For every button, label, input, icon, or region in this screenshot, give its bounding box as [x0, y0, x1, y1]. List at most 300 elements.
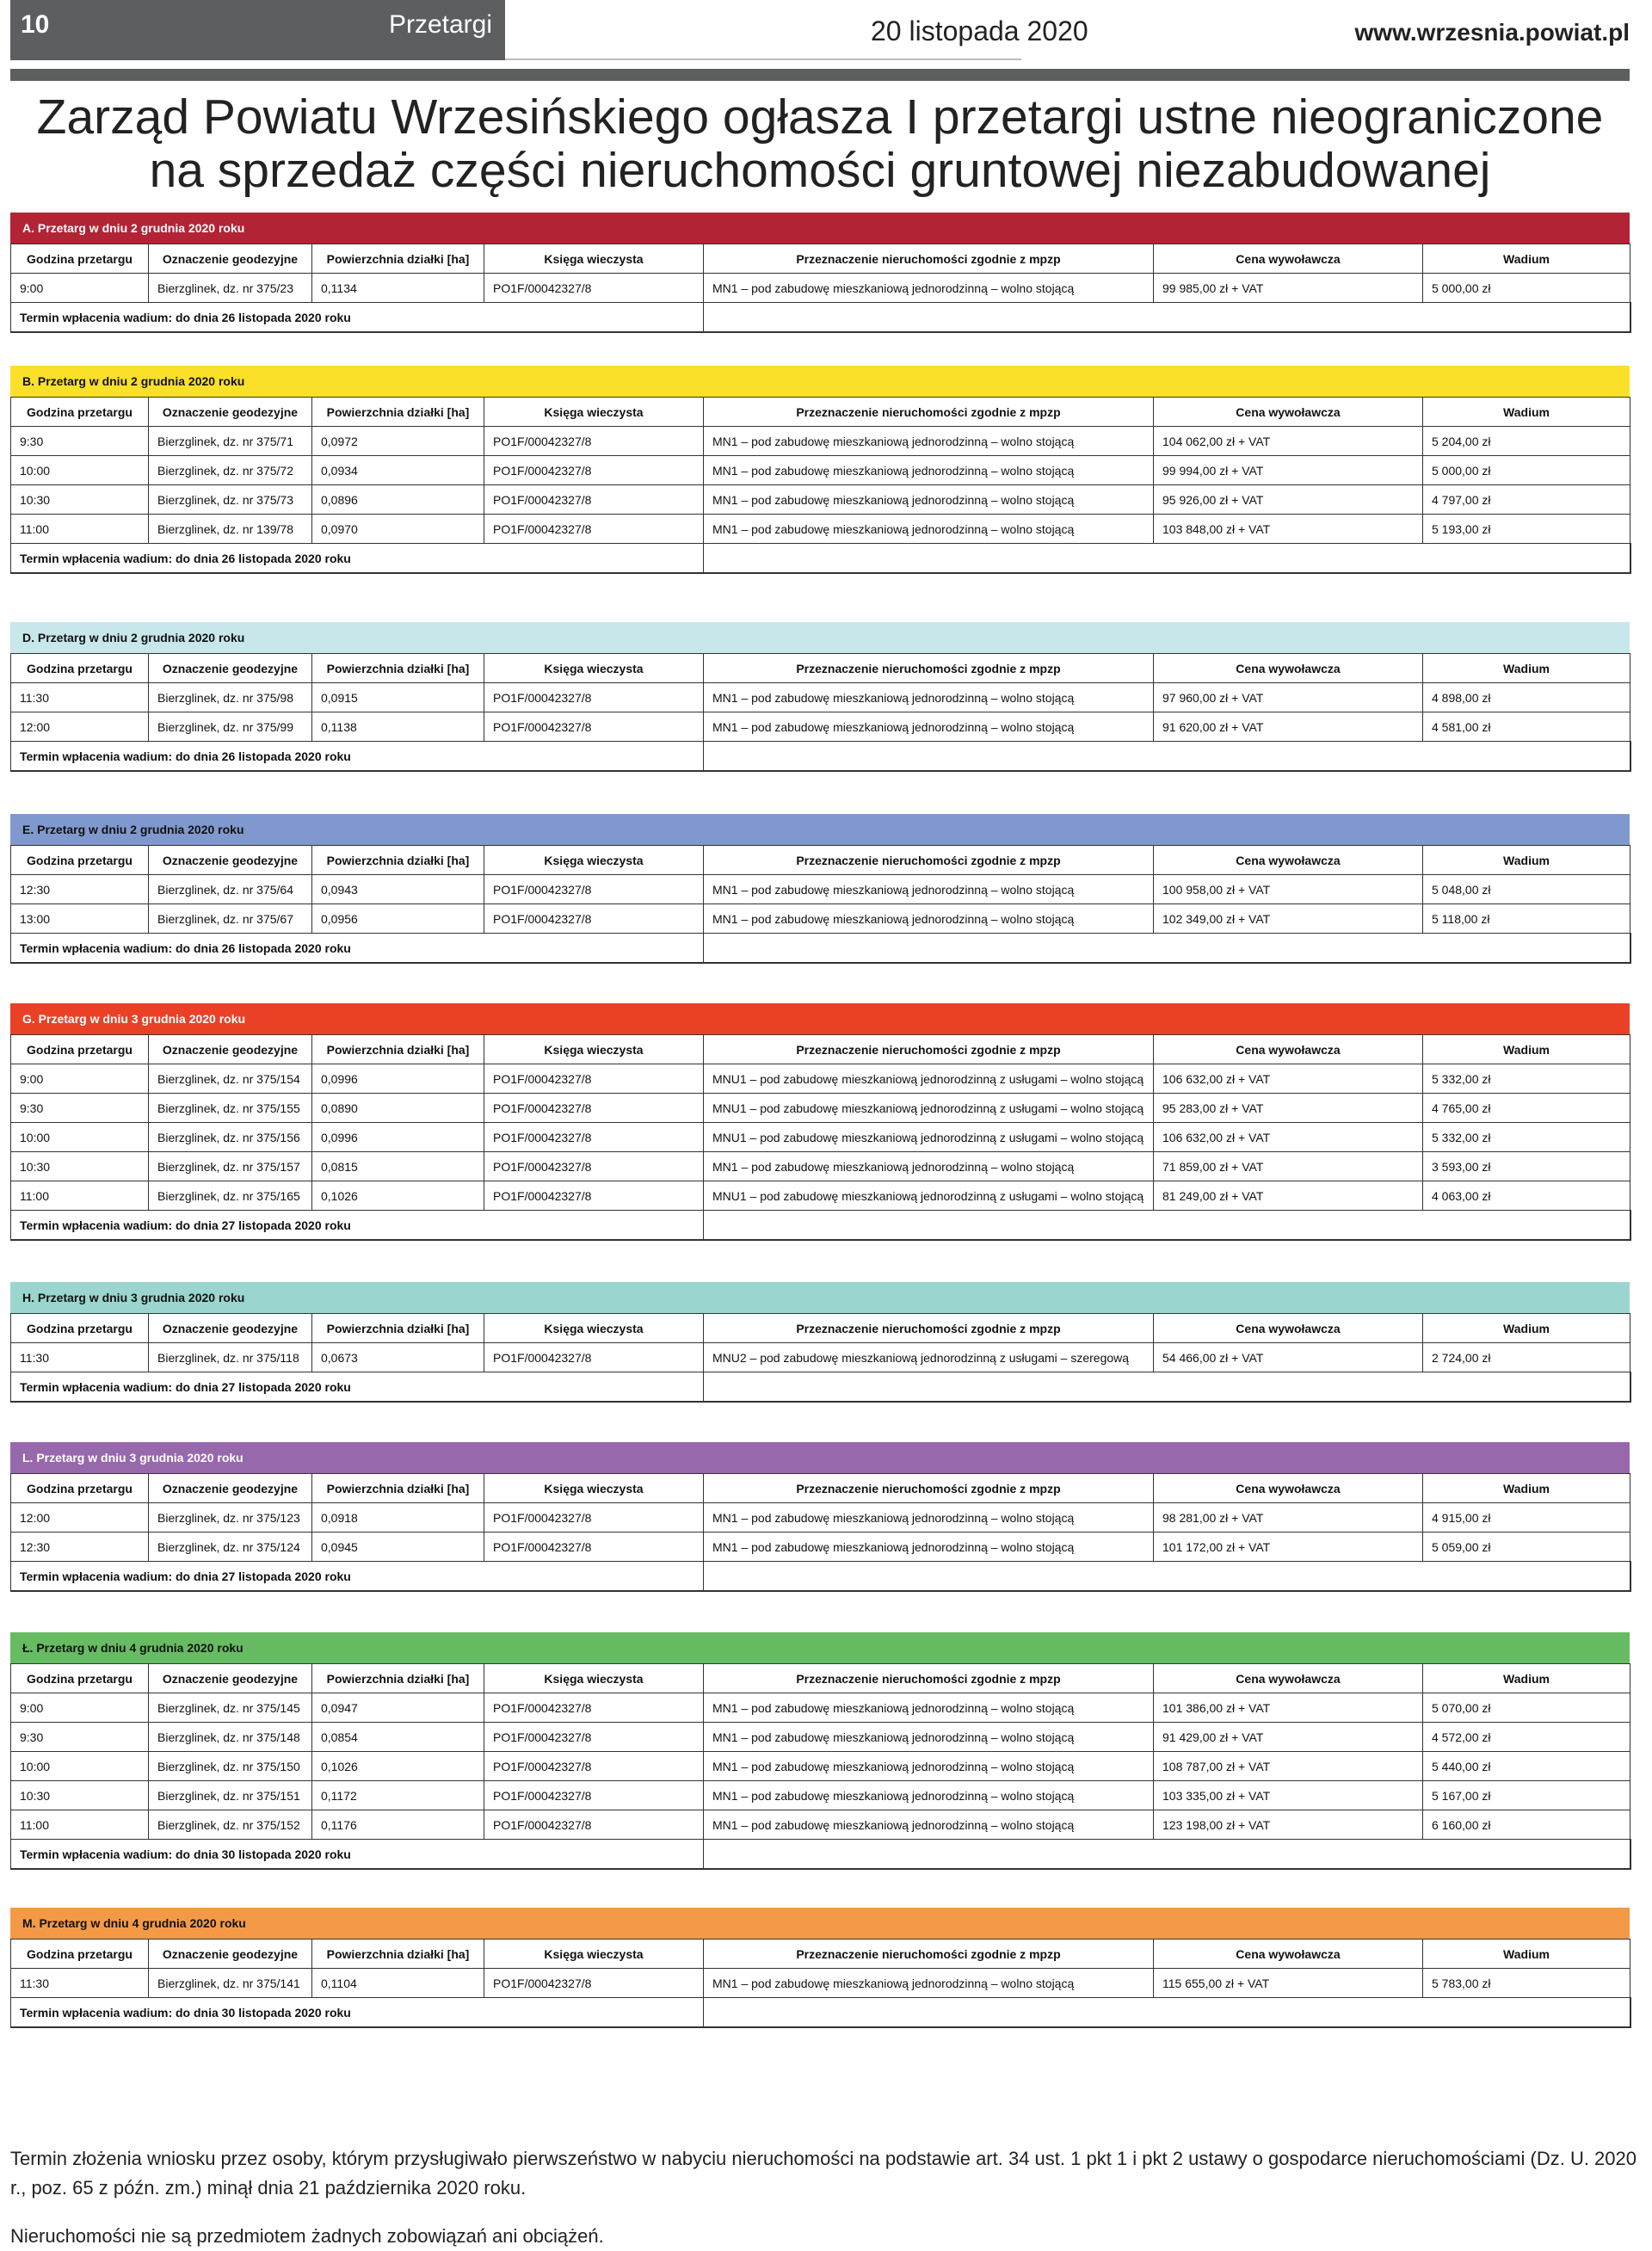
table-cell: MN1 – pod zabudowę mieszkaniową jednorodzinną – wolno stojącą: [704, 1152, 1154, 1181]
table-cell: MN1 – pod zabudowę mieszkaniową jednorodzinną – wolno stojącą: [704, 1503, 1154, 1533]
deposit-deadline: Termin wpłacenia wadium: do dnia 26 listopada 2020 roku: [11, 544, 704, 574]
column-header: Powierzchnia działki [ha]: [312, 1664, 484, 1693]
table-cell: 5 783,00 zł: [1423, 1969, 1630, 1998]
column-header: Oznaczenie geodezyjne: [149, 1664, 312, 1693]
table-cell: 0,1134: [312, 274, 484, 303]
table-row: [11, 1723, 1630, 1752]
table-row: [11, 485, 1630, 515]
table-cell: 10:00: [11, 1752, 149, 1781]
column-header: Oznaczenie geodezyjne: [149, 846, 312, 875]
empty-cell: [704, 544, 1630, 574]
column-header: Księga wieczysta: [484, 1314, 704, 1343]
table-cell: 12:00: [11, 1503, 149, 1533]
column-header: Wadium: [1423, 654, 1630, 683]
table-row: [11, 712, 1630, 742]
table-cell: PO1F/00042327/8: [484, 904, 704, 934]
empty-cell: [704, 934, 1630, 964]
table-cell: 99 994,00 zł + VAT: [1154, 456, 1423, 485]
auction-heading: D. Przetarg w dniu 2 grudnia 2020 roku: [10, 622, 1630, 653]
table-cell: 5 000,00 zł: [1423, 274, 1630, 303]
column-header: Cena wywoławcza: [1154, 654, 1423, 683]
empty-cell: [704, 1840, 1630, 1870]
empty-cell: [704, 1998, 1630, 2028]
table-cell: PO1F/00042327/8: [484, 427, 704, 456]
table-cell: PO1F/00042327/8: [484, 1152, 704, 1181]
table-cell: MN1 – pod zabudowę mieszkaniową jednorodzinną – wolno stojącą: [704, 274, 1154, 303]
table-cell: 71 859,00 zł + VAT: [1154, 1152, 1423, 1181]
column-header: Księga wieczysta: [484, 244, 704, 274]
table-cell: 4 063,00 zł: [1423, 1181, 1630, 1211]
column-header: Powierzchnia działki [ha]: [312, 1035, 484, 1064]
auction-tables: [10, 213, 1630, 2028]
column-header: Godzina przetargu: [11, 398, 149, 427]
table-header-row: [11, 846, 1630, 875]
column-header: Oznaczenie geodezyjne: [149, 654, 312, 683]
table-cell: 0,0918: [312, 1503, 484, 1533]
column-header: Wadium: [1423, 1474, 1630, 1503]
page-header: [10, 0, 1630, 60]
column-header: Wadium: [1423, 398, 1630, 427]
column-header: Przeznaczenie nieruchomości zgodnie z mpzp: [704, 654, 1154, 683]
table-cell: Bierzglinek, dz. nr 375/64: [149, 875, 312, 904]
column-header: Powierzchnia działki [ha]: [312, 244, 484, 274]
table-cell: 9:00: [11, 274, 149, 303]
table-cell: 11:00: [11, 1810, 149, 1840]
table-row: [11, 1181, 1630, 1211]
auction-section: [10, 1908, 1630, 2028]
table-cell: MN1 – pod zabudowę mieszkaniową jednorodzinną – wolno stojącą: [704, 515, 1154, 544]
table-cell: 10:00: [11, 456, 149, 485]
auction-table: [10, 1939, 1631, 2028]
auction-heading: E. Przetarg w dniu 2 grudnia 2020 roku: [10, 814, 1630, 845]
column-header: Cena wywoławcza: [1154, 846, 1423, 875]
auction-section: [10, 213, 1630, 333]
table-cell: 0,0896: [312, 485, 484, 515]
table-cell: 0,0943: [312, 875, 484, 904]
table-cell: Bierzglinek, dz. nr 375/157: [149, 1152, 312, 1181]
deposit-deadline: Termin wpłacenia wadium: do dnia 27 listopada 2020 roku: [11, 1211, 704, 1241]
table-cell: PO1F/00042327/8: [484, 1969, 704, 1998]
table-cell: MN1 – pod zabudowę mieszkaniową jednorodzinną – wolno stojącą: [704, 1781, 1154, 1810]
table-cell: Bierzglinek, dz. nr 375/141: [149, 1969, 312, 1998]
table-cell: PO1F/00042327/8: [484, 1123, 704, 1152]
table-cell: MN1 – pod zabudowę mieszkaniową jednorodzinną – wolno stojącą: [704, 904, 1154, 934]
column-header: Księga wieczysta: [484, 1474, 704, 1503]
table-cell: 0,1026: [312, 1181, 484, 1211]
table-row: [11, 1752, 1630, 1781]
table-cell: 123 198,00 zł + VAT: [1154, 1810, 1423, 1840]
table-cell: MN1 – pod zabudowę mieszkaniową jednorodzinną – wolno stojącą: [704, 1533, 1154, 1562]
table-cell: Bierzglinek, dz. nr 375/99: [149, 712, 312, 742]
table-cell: MN1 – pod zabudowę mieszkaniową jednorodzinną – wolno stojącą: [704, 1810, 1154, 1840]
column-header: Księga wieczysta: [484, 398, 704, 427]
table-row: [11, 1810, 1630, 1840]
auction-section: [10, 814, 1630, 964]
table-row: [11, 875, 1630, 904]
table-cell: 99 985,00 zł + VAT: [1154, 274, 1423, 303]
table-cell: 0,0956: [312, 904, 484, 934]
table-cell: Bierzglinek, dz. nr 375/148: [149, 1723, 312, 1752]
table-cell: MN1 – pod zabudowę mieszkaniową jednorodzinną – wolno stojącą: [704, 1723, 1154, 1752]
table-cell: 9:00: [11, 1693, 149, 1723]
table-row: [11, 456, 1630, 485]
table-cell: MN1 – pod zabudowę mieszkaniową jednorodzinną – wolno stojącą: [704, 683, 1154, 712]
table-cell: 104 062,00 zł + VAT: [1154, 427, 1423, 456]
deposit-deadline-row: [11, 1998, 1630, 2028]
column-header: Przeznaczenie nieruchomości zgodnie z mpzp: [704, 846, 1154, 875]
table-cell: 0,0996: [312, 1064, 484, 1094]
column-header: Księga wieczysta: [484, 846, 704, 875]
table-cell: Bierzglinek, dz. nr 375/98: [149, 683, 312, 712]
table-cell: 10:30: [11, 1781, 149, 1810]
auction-section: [10, 1442, 1630, 1592]
column-header: Oznaczenie geodezyjne: [149, 1314, 312, 1343]
table-cell: 54 466,00 zł + VAT: [1154, 1343, 1423, 1372]
table-cell: PO1F/00042327/8: [484, 456, 704, 485]
empty-cell: [704, 1372, 1630, 1403]
table-cell: MN1 – pod zabudowę mieszkaniową jednorodzinną – wolno stojącą: [704, 485, 1154, 515]
table-row: [11, 1533, 1630, 1562]
table-cell: 0,1104: [312, 1969, 484, 1998]
table-cell: MN1 – pod zabudowę mieszkaniową jednorodzinną – wolno stojącą: [704, 1693, 1154, 1723]
column-header: Księga wieczysta: [484, 1035, 704, 1064]
column-header: Cena wywoławcza: [1154, 1940, 1423, 1969]
table-cell: MNU2 – pod zabudowę mieszkaniową jednorodzinną z usługami – szeregową: [704, 1343, 1154, 1372]
table-cell: 11:30: [11, 683, 149, 712]
priority-note: Termin złożenia wniosku przez osoby, którym przysługiwało pierwszeństwo w nabyciu nieruchomości na podstawie art. 34 ust. 1 pkt 1 i pkt 2 ustawy o gospodarce nieruchomościami (Dz. U. 2020 r., poz. 65 z późn. zm.) minął dnia 21 października 2020 roku.: [10, 2148, 1637, 2199]
title-line-1: Zarząd Powiatu Wrzesińskiego ogłasza I przetargi ustne nieograniczone: [36, 89, 1604, 145]
table-cell: Bierzglinek, dz. nr 375/123: [149, 1503, 312, 1533]
table-cell: 4 572,00 zł: [1423, 1723, 1630, 1752]
column-header: Oznaczenie geodezyjne: [149, 1035, 312, 1064]
auction-heading: H. Przetarg w dniu 3 grudnia 2020 roku: [10, 1282, 1630, 1313]
deposit-deadline-row: [11, 934, 1630, 964]
table-cell: PO1F/00042327/8: [484, 1810, 704, 1840]
date-underline: [505, 59, 1021, 60]
table-cell: 4 915,00 zł: [1423, 1503, 1630, 1533]
table-cell: 9:30: [11, 427, 149, 456]
table-cell: 0,1176: [312, 1810, 484, 1840]
column-header: Godzina przetargu: [11, 1940, 149, 1969]
table-header-row: [11, 244, 1630, 274]
table-cell: 97 960,00 zł + VAT: [1154, 683, 1423, 712]
column-header: Powierzchnia działki [ha]: [312, 654, 484, 683]
table-cell: PO1F/00042327/8: [484, 1503, 704, 1533]
table-header-row: [11, 1035, 1630, 1064]
table-cell: 11:30: [11, 1969, 149, 1998]
auction-table: [10, 1663, 1631, 1870]
column-header: Powierzchnia działki [ha]: [312, 1314, 484, 1343]
auction-heading: B. Przetarg w dniu 2 grudnia 2020 roku: [10, 366, 1630, 397]
table-cell: 4 765,00 zł: [1423, 1094, 1630, 1123]
auction-section: [10, 1003, 1630, 1241]
column-header: Wadium: [1423, 244, 1630, 274]
column-header: Powierzchnia działki [ha]: [312, 398, 484, 427]
website-link[interactable]: www.wrzesnia.powiat.pl: [1354, 19, 1630, 46]
column-header: Godzina przetargu: [11, 244, 149, 274]
table-cell: PO1F/00042327/8: [484, 1094, 704, 1123]
table-cell: MNU1 – pod zabudowę mieszkaniową jednorodzinną z usługami – wolno stojącą: [704, 1094, 1154, 1123]
table-cell: MN1 – pod zabudowę mieszkaniową jednorodzinną – wolno stojącą: [704, 712, 1154, 742]
table-cell: 10:30: [11, 485, 149, 515]
column-header: Cena wywoławcza: [1154, 1664, 1423, 1693]
table-cell: 9:30: [11, 1094, 149, 1123]
column-header: Cena wywoławcza: [1154, 244, 1423, 274]
auction-heading: M. Przetarg w dniu 4 grudnia 2020 roku: [10, 1908, 1630, 1939]
auction-table: [10, 244, 1631, 333]
column-header: Przeznaczenie nieruchomości zgodnie z mpzp: [704, 1940, 1154, 1969]
column-header: Godzina przetargu: [11, 1035, 149, 1064]
table-cell: 4 581,00 zł: [1423, 712, 1630, 742]
table-cell: 5 167,00 zł: [1423, 1781, 1630, 1810]
table-cell: Bierzglinek, dz. nr 375/151: [149, 1781, 312, 1810]
column-header: Godzina przetargu: [11, 654, 149, 683]
auction-table: [10, 1313, 1631, 1403]
column-header: Cena wywoławcza: [1154, 1035, 1423, 1064]
table-cell: Bierzglinek, dz. nr 375/72: [149, 456, 312, 485]
deposit-deadline-row: [11, 544, 1630, 574]
table-cell: 13:00: [11, 904, 149, 934]
table-row: [11, 515, 1630, 544]
auction-table: [10, 845, 1631, 964]
footer-notes: [10, 2144, 1645, 2251]
table-row: [11, 427, 1630, 456]
table-cell: 5 193,00 zł: [1423, 515, 1630, 544]
column-header: Księga wieczysta: [484, 1940, 704, 1969]
table-cell: 11:00: [11, 515, 149, 544]
table-row: [11, 1064, 1630, 1094]
encumbrance-note: Nieruchomości nie są przedmiotem żadnych zobowiązań ani obciążeń.: [10, 2225, 604, 2247]
table-cell: MNU1 – pod zabudowę mieszkaniową jednorodzinną z usługami – wolno stojącą: [704, 1123, 1154, 1152]
issue-date: 20 listopada 2020: [871, 15, 1088, 46]
column-header: Cena wywoławcza: [1154, 1314, 1423, 1343]
table-cell: Bierzglinek, dz. nr 375/71: [149, 427, 312, 456]
table-cell: 4 898,00 zł: [1423, 683, 1630, 712]
table-cell: 103 848,00 zł + VAT: [1154, 515, 1423, 544]
page-number: 10: [21, 10, 50, 39]
table-cell: MN1 – pod zabudowę mieszkaniową jednorodzinną – wolno stojącą: [704, 456, 1154, 485]
table-cell: Bierzglinek, dz. nr 375/152: [149, 1810, 312, 1840]
table-cell: PO1F/00042327/8: [484, 1533, 704, 1562]
table-cell: 0,0945: [312, 1533, 484, 1562]
table-cell: 0,0972: [312, 427, 484, 456]
column-header: Wadium: [1423, 846, 1630, 875]
header-rule: [10, 69, 1630, 81]
table-cell: 0,0970: [312, 515, 484, 544]
table-header-row: [11, 1474, 1630, 1503]
table-cell: 0,0915: [312, 683, 484, 712]
table-row: [11, 1343, 1630, 1372]
table-cell: 3 593,00 zł: [1423, 1152, 1630, 1181]
table-cell: 5 440,00 zł: [1423, 1752, 1630, 1781]
deposit-deadline: Termin wpłacenia wadium: do dnia 30 listopada 2020 roku: [11, 1998, 704, 2028]
table-cell: PO1F/00042327/8: [484, 1343, 704, 1372]
page-title: [10, 90, 1630, 197]
table-cell: Bierzglinek, dz. nr 375/118: [149, 1343, 312, 1372]
table-cell: 106 632,00 zł + VAT: [1154, 1064, 1423, 1094]
column-header: Wadium: [1423, 1664, 1630, 1693]
deposit-deadline: Termin wpłacenia wadium: do dnia 27 listopada 2020 roku: [11, 1372, 704, 1403]
table-cell: Bierzglinek, dz. nr 375/165: [149, 1181, 312, 1211]
auction-table: [10, 1473, 1631, 1592]
auction-heading: A. Przetarg w dniu 2 grudnia 2020 roku: [10, 213, 1630, 244]
table-cell: PO1F/00042327/8: [484, 683, 704, 712]
deposit-deadline-row: [11, 1840, 1630, 1870]
table-row: [11, 904, 1630, 934]
empty-cell: [704, 1211, 1630, 1241]
table-cell: 6 160,00 zł: [1423, 1810, 1630, 1840]
table-row: [11, 1152, 1630, 1181]
table-cell: 0,0854: [312, 1723, 484, 1752]
table-cell: 4 797,00 zł: [1423, 485, 1630, 515]
table-cell: 101 386,00 zł + VAT: [1154, 1693, 1423, 1723]
table-cell: 106 632,00 zł + VAT: [1154, 1123, 1423, 1152]
column-header: Godzina przetargu: [11, 1664, 149, 1693]
section-tab: [10, 0, 505, 60]
table-cell: PO1F/00042327/8: [484, 1181, 704, 1211]
table-header-row: [11, 398, 1630, 427]
table-cell: Bierzglinek, dz. nr 375/145: [149, 1693, 312, 1723]
auction-section: [10, 622, 1630, 772]
table-cell: 0,0996: [312, 1123, 484, 1152]
table-cell: 81 249,00 zł + VAT: [1154, 1181, 1423, 1211]
table-header-row: [11, 1314, 1630, 1343]
column-header: Powierzchnia działki [ha]: [312, 1940, 484, 1969]
table-cell: 108 787,00 zł + VAT: [1154, 1752, 1423, 1781]
auction-section: [10, 1282, 1630, 1403]
column-header: Cena wywoławcza: [1154, 1474, 1423, 1503]
table-cell: Bierzglinek, dz. nr 375/124: [149, 1533, 312, 1562]
table-cell: 10:30: [11, 1152, 149, 1181]
table-cell: 101 172,00 zł + VAT: [1154, 1533, 1423, 1562]
table-row: [11, 274, 1630, 303]
table-cell: 5 332,00 zł: [1423, 1064, 1630, 1094]
table-cell: 0,0947: [312, 1693, 484, 1723]
auction-table: [10, 397, 1631, 574]
table-cell: Bierzglinek, dz. nr 375/73: [149, 485, 312, 515]
table-cell: 11:30: [11, 1343, 149, 1372]
column-header: Wadium: [1423, 1940, 1630, 1969]
column-header: Księga wieczysta: [484, 654, 704, 683]
column-header: Cena wywoławcza: [1154, 398, 1423, 427]
table-cell: PO1F/00042327/8: [484, 1064, 704, 1094]
table-cell: 12:30: [11, 875, 149, 904]
column-header: Wadium: [1423, 1035, 1630, 1064]
table-cell: MN1 – pod zabudowę mieszkaniową jednorodzinną – wolno stojącą: [704, 875, 1154, 904]
auction-heading: Ł. Przetarg w dniu 4 grudnia 2020 roku: [10, 1632, 1630, 1663]
table-cell: 5 070,00 zł: [1423, 1693, 1630, 1723]
table-cell: PO1F/00042327/8: [484, 875, 704, 904]
table-row: [11, 683, 1630, 712]
table-row: [11, 1781, 1630, 1810]
deposit-deadline-row: [11, 1211, 1630, 1241]
table-cell: 9:00: [11, 1064, 149, 1094]
table-row: [11, 1969, 1630, 1998]
column-header: Oznaczenie geodezyjne: [149, 244, 312, 274]
table-cell: 103 335,00 zł + VAT: [1154, 1781, 1423, 1810]
table-cell: Bierzglinek, dz. nr 375/154: [149, 1064, 312, 1094]
column-header: Przeznaczenie nieruchomości zgodnie z mpzp: [704, 1474, 1154, 1503]
column-header: Oznaczenie geodezyjne: [149, 1474, 312, 1503]
table-cell: 5 048,00 zł: [1423, 875, 1630, 904]
table-cell: Bierzglinek, dz. nr 139/78: [149, 515, 312, 544]
empty-cell: [704, 742, 1630, 772]
column-header: Godzina przetargu: [11, 1314, 149, 1343]
table-cell: 12:00: [11, 712, 149, 742]
table-cell: 0,0934: [312, 456, 484, 485]
deposit-deadline: Termin wpłacenia wadium: do dnia 27 listopada 2020 roku: [11, 1562, 704, 1592]
table-cell: 11:00: [11, 1181, 149, 1211]
column-header: Oznaczenie geodezyjne: [149, 1940, 312, 1969]
table-row: [11, 1503, 1630, 1533]
column-header: Przeznaczenie nieruchomości zgodnie z mpzp: [704, 1314, 1154, 1343]
column-header: Przeznaczenie nieruchomości zgodnie z mpzp: [704, 1664, 1154, 1693]
table-cell: 9:30: [11, 1723, 149, 1752]
table-cell: 5 000,00 zł: [1423, 456, 1630, 485]
auction-heading: G. Przetarg w dniu 3 grudnia 2020 roku: [10, 1003, 1630, 1034]
table-cell: 5 204,00 zł: [1423, 427, 1630, 456]
table-cell: 98 281,00 zł + VAT: [1154, 1503, 1423, 1533]
empty-cell: [704, 303, 1630, 333]
auction-table: [10, 653, 1631, 772]
table-cell: 91 429,00 zł + VAT: [1154, 1723, 1423, 1752]
auction-section: [10, 1632, 1630, 1870]
table-row: [11, 1693, 1630, 1723]
table-cell: PO1F/00042327/8: [484, 274, 704, 303]
deposit-deadline: Termin wpłacenia wadium: do dnia 26 listopada 2020 roku: [11, 303, 704, 333]
table-cell: 5 059,00 zł: [1423, 1533, 1630, 1562]
column-header: Przeznaczenie nieruchomości zgodnie z mpzp: [704, 1035, 1154, 1064]
table-cell: 100 958,00 zł + VAT: [1154, 875, 1423, 904]
table-cell: 5 332,00 zł: [1423, 1123, 1630, 1152]
table-cell: MN1 – pod zabudowę mieszkaniową jednorodzinną – wolno stojącą: [704, 1752, 1154, 1781]
column-header: Powierzchnia działki [ha]: [312, 1474, 484, 1503]
table-cell: PO1F/00042327/8: [484, 485, 704, 515]
table-cell: Bierzglinek, dz. nr 375/155: [149, 1094, 312, 1123]
table-cell: 95 926,00 zł + VAT: [1154, 485, 1423, 515]
deposit-deadline: Termin wpłacenia wadium: do dnia 26 listopada 2020 roku: [11, 934, 704, 964]
table-cell: Bierzglinek, dz. nr 375/23: [149, 274, 312, 303]
column-header: Godzina przetargu: [11, 1474, 149, 1503]
table-cell: 10:00: [11, 1123, 149, 1152]
table-cell: 0,1026: [312, 1752, 484, 1781]
section-name: Przetargi: [388, 10, 492, 39]
table-row: [11, 1123, 1630, 1152]
table-cell: PO1F/00042327/8: [484, 1723, 704, 1752]
auction-section: [10, 366, 1630, 574]
table-cell: PO1F/00042327/8: [484, 1693, 704, 1723]
table-cell: PO1F/00042327/8: [484, 1752, 704, 1781]
table-cell: Bierzglinek, dz. nr 375/67: [149, 904, 312, 934]
deposit-deadline-row: [11, 742, 1630, 772]
deposit-deadline-row: [11, 1562, 1630, 1592]
table-cell: 0,0815: [312, 1152, 484, 1181]
column-header: Wadium: [1423, 1314, 1630, 1343]
table-cell: 5 118,00 zł: [1423, 904, 1630, 934]
table-cell: PO1F/00042327/8: [484, 712, 704, 742]
table-cell: MN1 – pod zabudowę mieszkaniową jednorodzinną – wolno stojącą: [704, 1969, 1154, 1998]
column-header: Oznaczenie geodezyjne: [149, 398, 312, 427]
table-cell: 0,1172: [312, 1781, 484, 1810]
table-cell: MN1 – pod zabudowę mieszkaniową jednorodzinną – wolno stojącą: [704, 427, 1154, 456]
table-cell: 0,1138: [312, 712, 484, 742]
column-header: Powierzchnia działki [ha]: [312, 846, 484, 875]
table-cell: 91 620,00 zł + VAT: [1154, 712, 1423, 742]
column-header: Godzina przetargu: [11, 846, 149, 875]
table-cell: 95 283,00 zł + VAT: [1154, 1094, 1423, 1123]
deposit-deadline: Termin wpłacenia wadium: do dnia 30 listopada 2020 roku: [11, 1840, 704, 1870]
column-header: Księga wieczysta: [484, 1664, 704, 1693]
